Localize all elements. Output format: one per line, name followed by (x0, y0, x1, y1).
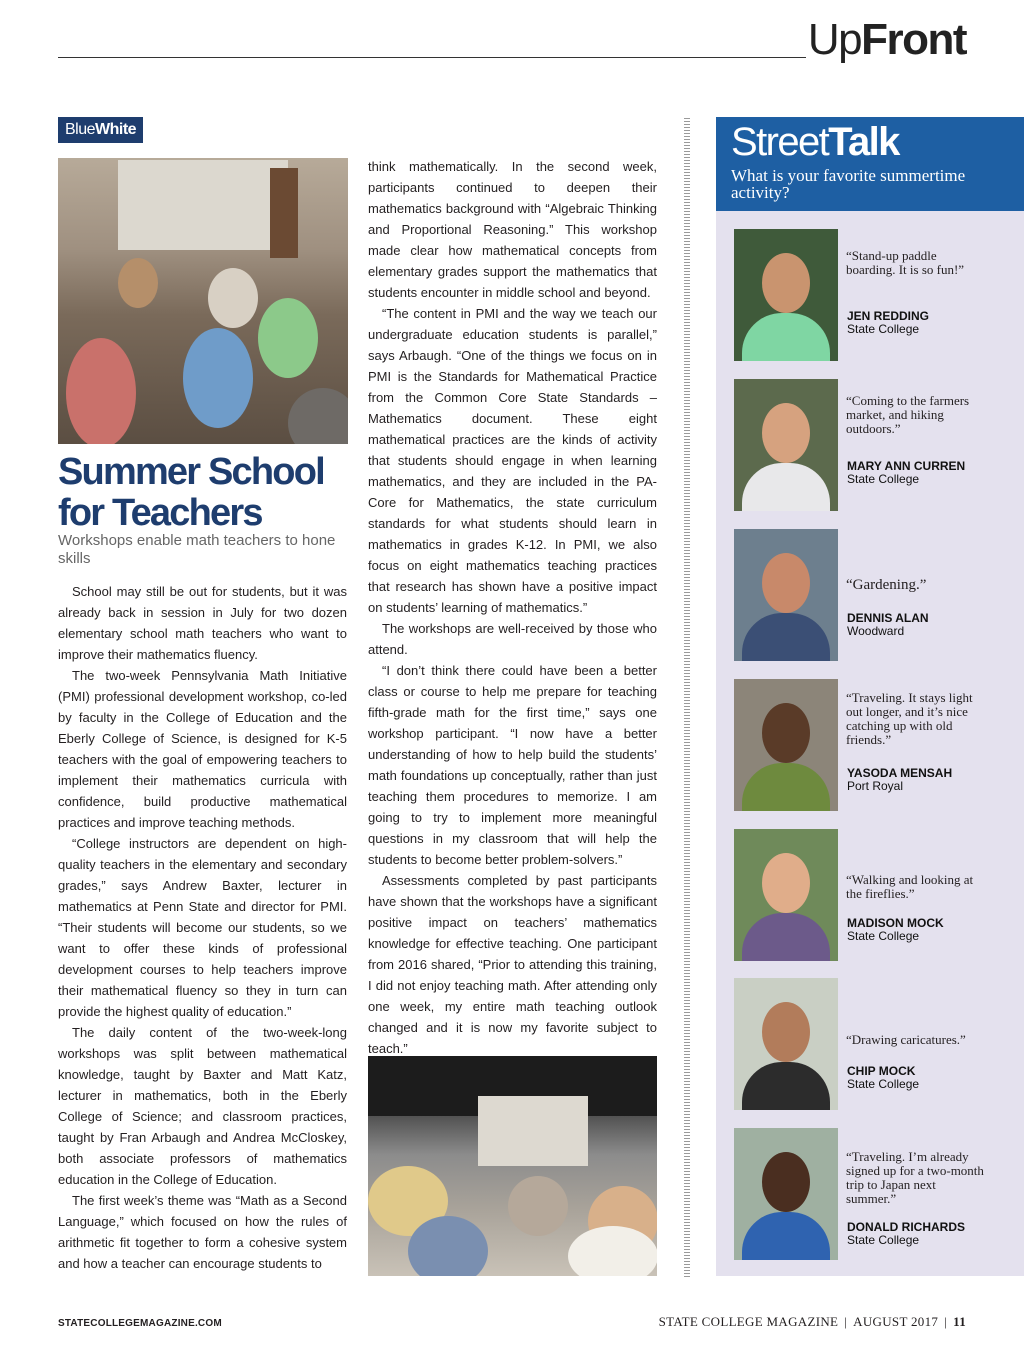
person-name: JEN REDDING (847, 309, 930, 323)
street-talk-question: What is your favorite summertime activity? (731, 166, 966, 202)
shirt (742, 463, 830, 511)
paragraph: “I don’t think there could have been a better class or course to help me prepare for teaching fifth-grade math for the first time,” says one workshop participant. “I now have a better understanding of how to help build the students’ math foundations up conceptually, rather than just teaching them procedures to memorize. I am going to try to implement more meaningful questions in my classroom that will help the students to become better problem-solvers.” (368, 663, 657, 867)
person-quote: “Coming to the farmers market, and hiking outdoors.” (846, 393, 970, 436)
person-name: YASODA MENSAH (847, 766, 953, 780)
projector-screen (478, 1096, 588, 1166)
face (762, 853, 810, 913)
paragraph: The two-week Pennsylvania Math Initiative (PMI) professional development workshop, co-led by faculty in the College of Education and the Eberly College of Science, is designed for K-5 teachers with the goal of empowering teachers to implement their mathematics curricula with confidence, build productive mathematical practices and improve teaching methods. (58, 668, 347, 830)
person-town: State College (847, 1077, 920, 1091)
shirt (742, 313, 830, 361)
article-deck: Workshops enable math teachers to hone skills (58, 532, 336, 567)
paragraph: think mathematically. In the second week, participants continued to deepen their mathematics background with “Algebraic Thinking and Proportional Reasoning.” This workshop made clear how mathematical concepts from elementary grades support the mathematics that students encounter in middle school and beyond. (368, 159, 657, 300)
street-talk-title-bold: Talk (828, 120, 899, 164)
face (762, 553, 810, 613)
tag-thin: Blue (65, 121, 96, 138)
person-town: State College (847, 322, 920, 336)
footer-magazine: STATE COLLEGE MAGAZINE (658, 1314, 839, 1329)
person-shape (208, 268, 258, 328)
portrait (734, 978, 838, 1110)
headline-line-2: for Teachers (58, 492, 262, 534)
person-shape (66, 338, 136, 444)
section-title-bold: Front (861, 15, 966, 64)
paragraph: The daily content of the two-week-long workshops was split between mathematical knowledge, taught by Baxter and Matt Katz, lecturer in mathematics, both in the Eberly College of Science; and classroom practices, taught by Fran Arbaugh and Andrea McCloskey, both associate professors of mathematics education in the College of Education. (58, 1025, 347, 1187)
footer-issue: AUGUST 2017 (853, 1314, 939, 1329)
face (762, 253, 810, 313)
article-column-2 (368, 156, 657, 1059)
shirt (742, 1212, 830, 1260)
person-name: MARY ANN CURREN (847, 459, 966, 473)
street-talk-title (731, 118, 899, 166)
person-quote: “Traveling. I’m already signed up for a two-month trip to Japan next summer.” (846, 1149, 984, 1206)
paragraph: The first week’s theme was “Math as a Second Language,” which focused on how the rules of arithmetic fit together to form a cohesive system and how a teacher can encourage students to (58, 1193, 347, 1271)
person-town: State College (847, 929, 920, 943)
footer-website: STATECOLLEGEMAGAZINE.COM (58, 1318, 222, 1329)
shirt (742, 613, 830, 661)
person-name: DONALD RICHARDS (847, 1220, 965, 1234)
paragraph: “College instructors are dependent on high-quality teachers in the elementary and secondary grades,” says Andrew Baxter, lecturer in mathematics at Penn State and director for PMI. “Their students will become our students, so we want to offer these kinds of professional development courses to help teachers improve their mathematical fluency so they in turn can provide the highest quality of education.” (58, 836, 347, 1019)
paragraph: Assessments completed by past participants have shown that the workshops have a significant positive impact on teachers’ mathematics knowledge for effective teaching. One participant from 2016 shared, “Prior to attending this training, I did not enjoy teaching math. After attending only one week, my entire math teaching outlook changed and it is now my favorite subject to teach.” (368, 873, 657, 1056)
paragraph: School may still be out for students, but it was already back in session in July for two dozen elementary school math teachers who want to improve their mathematics fluency. (58, 584, 347, 662)
paragraph: “The content in PMI and the way we teach our undergraduate education students is parallel,” says Arbaugh. “One of the things we focus on in PMI is the Standards for Mathematical Practice from the Common Core State Standards – Mathematics document. These eight mathematical practices are the kinds of activity that students should engage in when learning mathematics, and they are included in the PA-Core for Mathematics, the state curriculum standards for what students should learn in mathematics in grades K-12. In PMI, we also focus on eight mathematics teaching practices that research has shown have a positive impact on students’ learning of mathematics.” (368, 306, 657, 615)
portrait (734, 379, 838, 511)
person-quote: “Traveling. It stays light out longer, and it’s nice catching up with old friends.” (846, 690, 973, 747)
person-name: MADISON MOCK (847, 916, 944, 930)
classroom-photo-top (58, 158, 348, 444)
shirt (742, 913, 830, 961)
header-rule (58, 57, 806, 58)
face (762, 1152, 810, 1212)
section-tag (58, 117, 143, 143)
face (762, 1002, 810, 1062)
person-shape (258, 298, 318, 378)
person-quote: “Stand-up paddle boarding. It is so fun!” (846, 248, 965, 277)
person-shape (183, 328, 253, 428)
portrait (734, 229, 838, 361)
person-shape (118, 258, 158, 308)
person-town: Port Royal (847, 779, 904, 793)
classroom-photo-bottom (368, 1056, 657, 1276)
person-quote: “Walking and looking at the fireflies.” (846, 872, 974, 901)
person-town: State College (847, 1233, 920, 1247)
footer-page-number: 11 (953, 1314, 966, 1329)
person-name: CHIP MOCK (847, 1064, 916, 1078)
person-quote: “Gardening.” (846, 577, 927, 593)
tag-bold: White (95, 121, 137, 138)
face (762, 403, 810, 463)
person-shape (288, 388, 348, 444)
door (270, 168, 298, 258)
shirt (742, 1062, 830, 1110)
article-column-1 (58, 581, 347, 1274)
article-headline (58, 452, 358, 534)
person-shape (508, 1176, 568, 1236)
portrait (734, 1128, 838, 1260)
shirt (742, 763, 830, 811)
person-town: State College (847, 472, 920, 486)
projector-screen (118, 160, 288, 250)
section-title (807, 15, 966, 64)
portrait (734, 829, 838, 961)
person-shape (568, 1226, 657, 1276)
street-talk-title-thin: Street (731, 120, 829, 164)
column-divider (684, 118, 690, 1278)
face (762, 703, 810, 763)
section-title-thin: Up (807, 15, 862, 64)
portrait (734, 679, 838, 811)
portrait (734, 529, 838, 661)
person-town: Woodward (847, 624, 905, 638)
paragraph: The workshops are well-received by those who attend. (368, 621, 657, 657)
headline-line-1: Summer School (58, 451, 324, 493)
person-shape (408, 1216, 488, 1276)
person-quote: “Drawing caricatures.” (846, 1032, 966, 1047)
footer-folio: STATE COLLEGE MAGAZINE | AUGUST 2017 | 11 (658, 1314, 966, 1329)
person-name: DENNIS ALAN (847, 611, 929, 625)
